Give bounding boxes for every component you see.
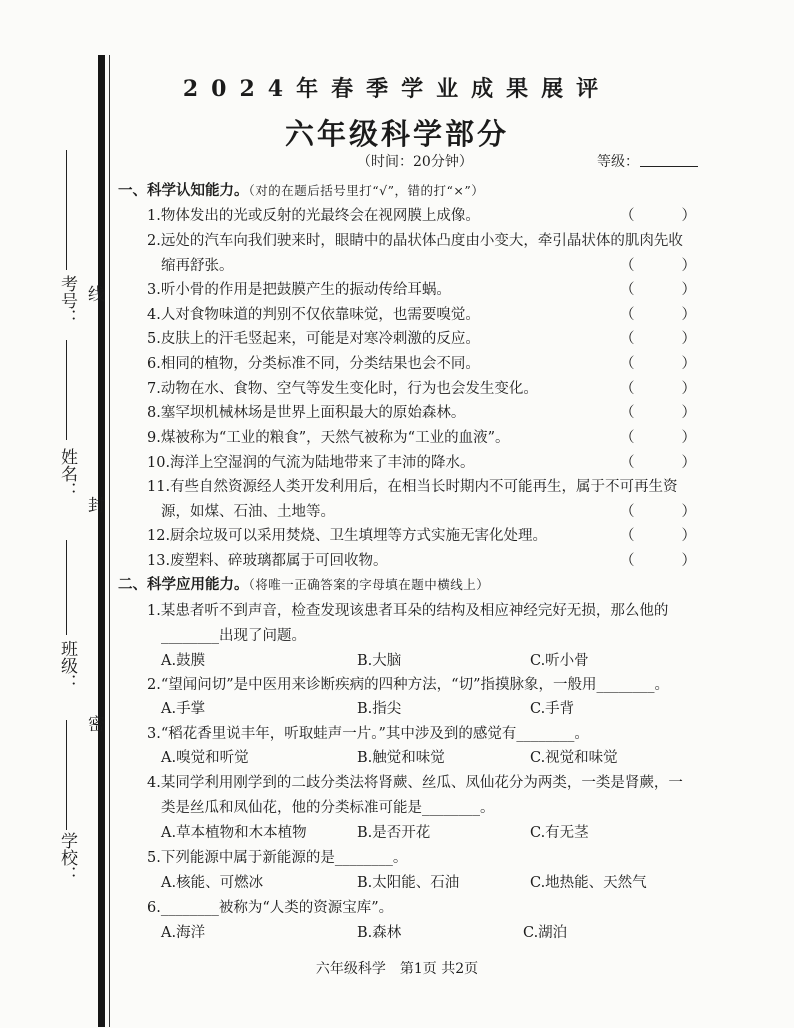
- s1-item-4: 4.人对食物味道的判别不仅依靠味觉，也需要嗅觉。: [147, 307, 480, 323]
- class-label: 班级：: [57, 640, 77, 691]
- s1-item-13: 13.废塑料、碎玻璃都属于可回收物。: [147, 553, 388, 569]
- s2-q5-opt-b: B.太阳能、石油: [357, 875, 460, 891]
- s2-q1-opt-b: B.大脑: [357, 653, 402, 669]
- s1-item-5: 5.皮肤上的汗毛竖起来，可能是对寒冷刺激的反应。: [147, 331, 480, 347]
- binding-bar: [98, 55, 105, 1027]
- seal-secret-char: 密: [84, 715, 104, 732]
- s1-item-12: 12.厨余垃圾可以采用焚烧、卫生填埋等方式实施无害化处理。: [147, 528, 548, 544]
- s2-q4-opt-a: A.草本植物和木本植物: [161, 825, 307, 841]
- school-label: 学校：: [57, 832, 77, 883]
- s2-q4-opt-b: B.是否开花: [357, 825, 431, 841]
- seal-seal-char: 封: [84, 496, 104, 513]
- s2-q1-line2: ________出现了问题。: [161, 628, 306, 644]
- s2-q1-opt-a: A.鼓膜: [161, 653, 206, 669]
- grade-label: 等级：: [597, 154, 639, 170]
- exam-no-line: [66, 150, 67, 270]
- answer-paren-9[interactable]: （ ）: [620, 430, 696, 446]
- s2-q3-opt-b: B.触觉和味觉: [357, 750, 445, 766]
- s1-item-1: 1.物体发出的光或反射的光最终会在视网膜上成像。: [147, 208, 480, 224]
- binding-line: [109, 55, 110, 1027]
- exam-title: 2024年春季学业成果展评: [182, 76, 612, 102]
- s2-q5-opt-c: C.地热能、天然气: [530, 875, 647, 891]
- answer-paren-2[interactable]: （ ）: [620, 258, 696, 274]
- s2-q2-opt-a: A.手掌: [161, 701, 206, 717]
- answer-paren-6[interactable]: （ ）: [620, 356, 696, 372]
- exam-subtitle: 六年级科学部分: [284, 117, 509, 151]
- answer-paren-4[interactable]: （ ）: [620, 307, 696, 323]
- section2-title: 二、科学应用能力。: [118, 576, 249, 593]
- exam-no-label: 考号：: [57, 275, 77, 326]
- section2-note: （将唯一正确答案的字母填在题中横线上）: [248, 577, 490, 592]
- answer-paren-10[interactable]: （ ）: [620, 455, 696, 471]
- class-line: [66, 540, 67, 635]
- s2-q3-opt-c: C.视觉和味觉: [530, 750, 618, 766]
- s2-q6-line1: 6.________被称为“人类的资源宝库”。: [147, 900, 394, 916]
- answer-paren-3[interactable]: （ ）: [620, 282, 696, 298]
- s2-q1-line1: 1.某患者听不到声音，检查发现该患者耳朵的结构及相应神经完好无损，那么他的: [147, 603, 669, 619]
- s2-q4-line2: 类是丝瓜和凤仙花，他的分类标准可能是________。: [161, 800, 495, 816]
- s2-q4-line1: 4.某同学利用刚学到的二歧分类法将肾蕨、丝瓜、凤仙花分为两类，一类是肾蕨，一: [147, 775, 683, 791]
- s2-q2-line1: 2.“望闻问切”是中医用来诊断疾病的四种方法，“切”指摸脉象，一般用________。: [147, 677, 669, 693]
- s2-q5-line1: 5.下列能源中属于新能源的是________。: [147, 850, 408, 866]
- name-line: [66, 340, 67, 440]
- section2-heading: [118, 573, 489, 594]
- name-label: 姓名：: [57, 448, 77, 499]
- s2-q3-line1: 3.“稻花香里说丰年，听取蛙声一片。”其中涉及到的感觉有________。: [147, 726, 589, 742]
- section1-heading: [118, 179, 484, 200]
- s1-item-3: 3.听小骨的作用是把鼓膜产生的振动传给耳蜗。: [147, 282, 451, 298]
- section1-title: 一、科学认知能力。: [118, 182, 249, 199]
- s1-item-2: 2.远处的汽车向我们驶来时，眼睛中的晶状体凸度由小变大，牵引晶状体的肌肉先收: [147, 233, 683, 249]
- answer-paren-13[interactable]: （ ）: [620, 553, 696, 569]
- answer-paren-1[interactable]: （ ）: [620, 208, 696, 224]
- s2-q6-opt-b: B.森林: [357, 925, 402, 941]
- s1-item-9: 9.煤被称为“工业的粮食”，天然气被称为“工业的血液”。: [147, 430, 510, 446]
- answer-paren-7[interactable]: （ ）: [620, 381, 696, 397]
- s2-q6-opt-c: C.湖泊: [523, 925, 568, 941]
- s2-q2-opt-c: C.手背: [530, 701, 575, 717]
- time-limit: （时间：20分钟）: [357, 154, 473, 170]
- s1-item-2-cont: 缩再舒张。: [161, 258, 234, 274]
- grade-blank[interactable]: [640, 166, 698, 167]
- answer-paren-8[interactable]: （ ）: [620, 405, 696, 421]
- page-footer: 六年级科学 第1页 共2页: [315, 961, 479, 977]
- answer-paren-11[interactable]: （ ）: [620, 504, 696, 520]
- answer-paren-5[interactable]: （ ）: [620, 331, 696, 347]
- seal-line-char: 线: [84, 285, 104, 302]
- s1-item-8: 8.塞罕坝机械林场是世界上面积最大的原始森林。: [147, 405, 466, 421]
- s2-q6-opt-a: A.海洋: [161, 925, 206, 941]
- school-line: [66, 720, 67, 830]
- s2-q1-opt-c: C.听小骨: [530, 653, 589, 669]
- s2-q4-opt-c: C.有无茎: [530, 825, 589, 841]
- s1-item-6: 6.相同的植物，分类标准不同，分类结果也会不同。: [147, 356, 480, 372]
- s2-q5-opt-a: A.核能、可燃冰: [161, 875, 264, 891]
- s1-item-10: 10.海洋上空湿润的气流为陆地带来了丰沛的降水。: [147, 455, 475, 471]
- s2-q2-opt-b: B.指尖: [357, 701, 402, 717]
- s1-item-7: 7.动物在水、食物、空气等发生变化时，行为也会发生变化。: [147, 381, 538, 397]
- s1-item-11: 11.有些自然资源经人类开发利用后，在相当长时期内不可能再生，属于不可再生资: [147, 479, 678, 495]
- answer-paren-12[interactable]: （ ）: [620, 528, 696, 544]
- s2-q3-opt-a: A.嗅觉和听觉: [161, 750, 249, 766]
- section1-note: （对的在题后括号里打“√”，错的打“×”）: [248, 183, 485, 198]
- s1-item-11-cont: 源，如煤、石油、土地等。: [161, 504, 335, 520]
